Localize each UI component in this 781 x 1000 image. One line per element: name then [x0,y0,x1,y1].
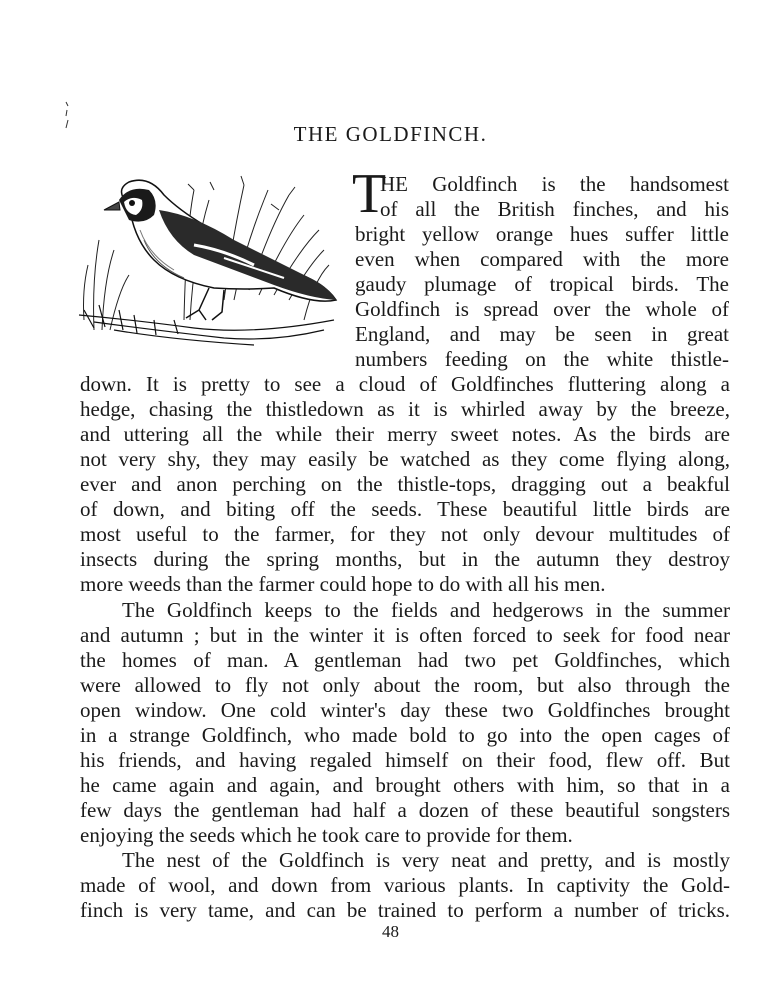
text-line: and uttering all the while their merry sweet notes. As the birds are [80,422,730,446]
text-line: of down, and biting off the seeds. These beautiful little birds are [80,497,730,521]
page-title: THE GOLDFINCH. [293,122,488,146]
text-line: HE Goldfinch is the handsomest [380,172,729,196]
drop-cap: T [352,163,387,225]
text-line: hedge, chasing the thistledown as it is whirled away by the breeze, [80,397,730,421]
text-line: made of wool, and down from various plants. In captivity the Gold- [80,873,730,897]
text-line: he came again and again, and brought others with him, so that in a [80,773,730,797]
text-line: not very shy, they may easily be watched as they come flying along, [80,447,730,471]
text-line: down. It is pretty to see a cloud of Goldfinches fluttering along a [80,372,730,396]
text-line: Goldfinch is spread over the whole of [355,297,729,321]
text-line: England, and may be seen in great [355,322,729,346]
text-line: The Goldfinch keeps to the fields and hedgerows in the summer [122,598,730,622]
text-line: gaudy plumage of tropical birds. The [355,272,729,296]
text-line: numbers feeding on the white thistle- [355,347,729,371]
text-line: the homes of man. A gentleman had two pet Goldfinches, which [80,648,730,672]
text-line: finch is very tame, and can be trained to perform a number of tricks. [80,898,730,922]
text-line: bright yellow orange hues suffer little [355,222,729,246]
text-line: of all the British finches, and his [380,197,729,221]
text-line: enjoying the seeds which he took care to provide for them. [80,823,573,847]
text-line: even when compared with the more [355,247,729,271]
text-line: ever and anon perching on the thistle-tops, dragging out a beakful [80,472,730,496]
text-line: insects during the spring months, but in the autumn they destroy [80,547,730,571]
page-number: 48 [382,922,399,941]
text-line: and autumn ; but in the winter it is often forced to seek for food near [80,623,730,647]
text-line: were allowed to fly not only about the room, but also through the [80,673,730,697]
text-line: his friends, and having regaled himself on their food, flew off. But [80,748,730,772]
text-line: most useful to the farmer, for they not only devour multitudes of [80,522,730,546]
goldfinch-illustration [74,170,344,350]
text-line: more weeds than the farmer could hope to do with all his men. [80,572,606,596]
text-line: open window. One cold winter's day these two Goldfinches brought [80,698,730,722]
text-line: few days the gentleman had half a dozen of these beautiful songsters [80,798,730,822]
text-line: The nest of the Goldfinch is very neat and pretty, and is mostly [122,848,730,872]
text-line: in a strange Goldfinch, who made bold to go into the open cages of [80,723,730,747]
